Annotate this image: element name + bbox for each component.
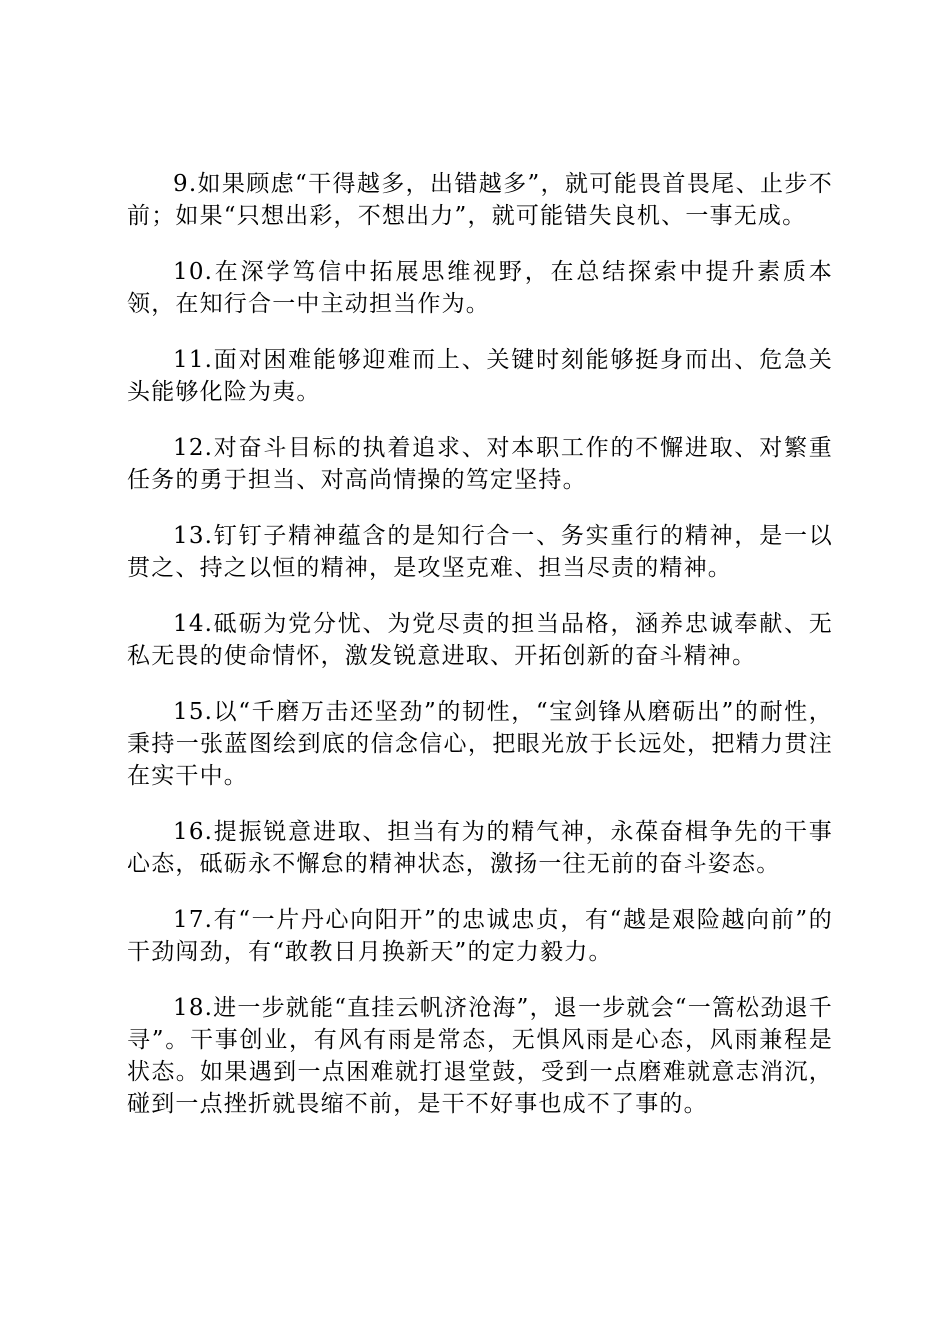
paragraph-9: 9.如果顾虑“干得越多，出错越多”，就可能畏首畏尾、止步不前；如果“只想出彩，不想出力”，就可能错失良机、一事无成。 — [127, 171, 833, 229]
paragraph-16: 16.提振锐意进取、担当有为的精气神，永葆奋楫争先的干事心态，砥砺永不懈怠的精神状态，激扬一往无前的奋斗姿态。 — [127, 819, 833, 877]
paragraph-18: 18.进一步就能“直挂云帆济沧海”，退一步就会“一篙松劲退千寻”。干事创业，有风有雨是常态，无惧风雨是心态，风雨兼程是状态。如果遇到一点困难就打退堂鼓，受到一点磨难就意志消沉，碰到一点挫折就畏缩不前，是干不好事也成不了事的。 — [127, 995, 833, 1117]
paragraph-11: 11.面对困难能够迎难而上、关键时刻能够挺身而出、危急关头能够化险为夷。 — [127, 347, 833, 405]
paragraph-10: 10.在深学笃信中拓展思维视野，在总结探索中提升素质本领，在知行合一中主动担当作为。 — [127, 259, 833, 317]
paragraph-14: 14.砥砺为党分忧、为党尽责的担当品格，涵养忠诚奉献、无私无畏的使命情怀，激发锐意进取、开拓创新的奋斗精神。 — [127, 611, 833, 669]
paragraph-15: 15.以“千磨万击还坚劲”的韧性，“宝剑锋从磨砺出”的耐性，秉持一张蓝图绘到底的信念信心，把眼光放于长远处，把精力贯注在实干中。 — [127, 699, 833, 789]
document-body — [127, 168, 833, 1144]
paragraph-17: 17.有“一片丹心向阳开”的忠诚忠贞，有“越是艰险越向前”的干劲闯劲，有“敢教日月换新天”的定力毅力。 — [127, 907, 833, 965]
paragraph-13: 13.钉钉子精神蕴含的是知行合一、务实重行的精神，是一以贯之、持之以恒的精神，是攻坚克难、担当尽责的精神。 — [127, 523, 833, 581]
paragraph-12: 12.对奋斗目标的执着追求、对本职工作的不懈进取、对繁重任务的勇于担当、对高尚情操的笃定坚持。 — [127, 435, 833, 493]
